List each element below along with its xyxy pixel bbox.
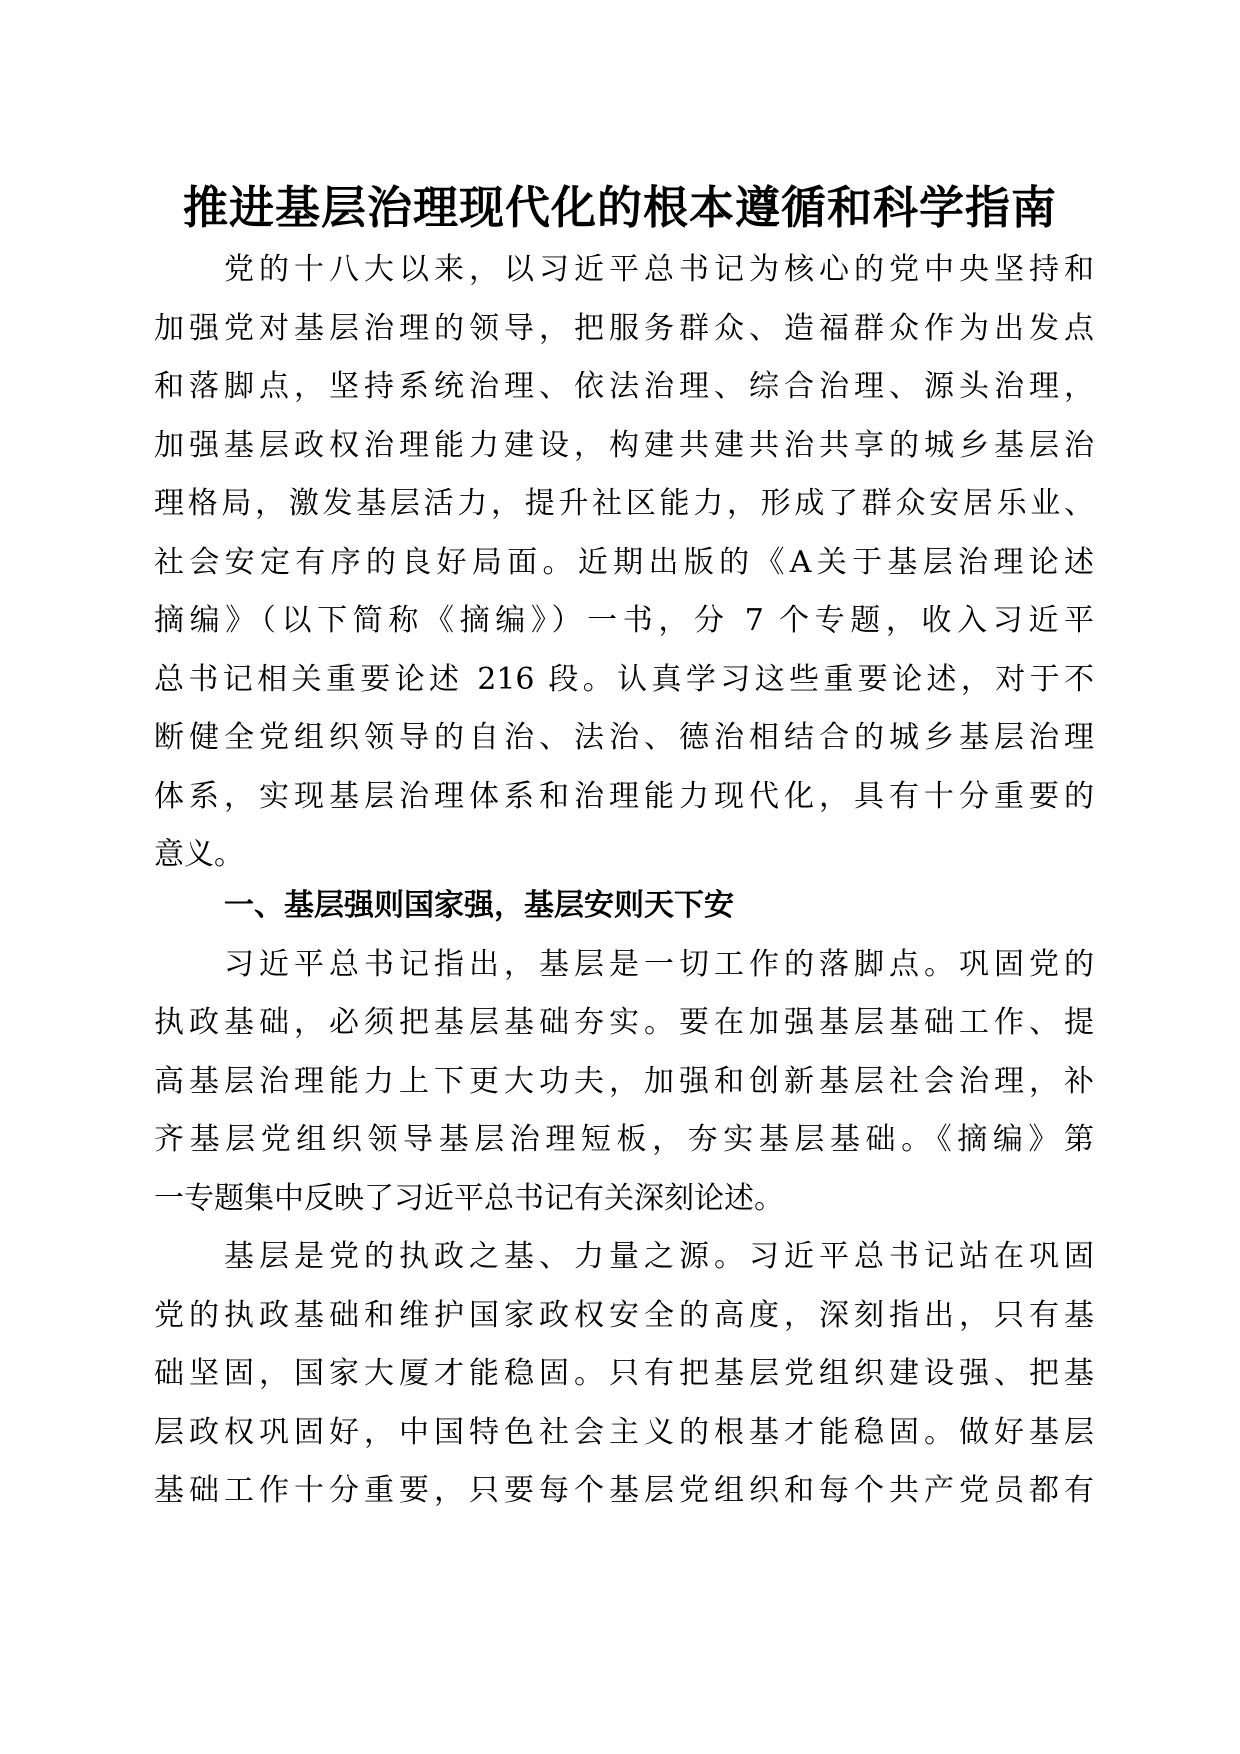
- text-line: 高基层治理能力上下更大功夫，加强和创新基层社会治理，补: [154, 1063, 1094, 1099]
- document-title: 推进基层治理现代化的根本遵循和科学指南: [182, 181, 1057, 234]
- text-line: 齐基层党组织领导基层治理短板，夯实基层基础。《摘编》第: [154, 1122, 1094, 1157]
- text-line: 理格局，激发基层活力，提升社区能力，形成了群众安居乐业、: [154, 486, 1094, 521]
- text-line: 一专题集中反映了习近平总书记有关深刻论述。: [154, 1180, 784, 1216]
- text-line: 总书记相关重要论述 216 段。认真学习这些重要论述，对于不: [154, 661, 1094, 697]
- section-1-paragraph-2: [154, 1228, 1094, 1521]
- text-line: 体系，实现基层治理体系和治理能力现代化，具有十分重要的: [154, 778, 1094, 814]
- text-line: 础坚固，国家大厦才能稳固。只有把基层党组织建设强、把基: [154, 1356, 1094, 1391]
- section-1: [154, 877, 1094, 1521]
- text-line: 基础工作十分重要，只要每个基层党组织和每个共产党员都有: [154, 1473, 1094, 1508]
- text-line: 党的执政基础和维护国家政权安全的高度，深刻指出，只有基: [154, 1297, 1094, 1333]
- text-line: 执政基础，必须把基层基础夯实。要在加强基层基础工作、提: [154, 1005, 1094, 1040]
- text-line: 加强党对基层治理的领导，把服务群众、造福群众作为出发点: [154, 310, 1094, 346]
- text-line: 习近平总书记指出，基层是一切工作的落脚点。巩固党的: [224, 946, 1094, 982]
- text-line: 意义。: [154, 837, 244, 872]
- text-line: 党的十八大以来，以习近平总书记为核心的党中央坚持和: [224, 252, 1094, 287]
- text-line: 层政权巩固好，中国特色社会主义的根基才能稳固。做好基层: [154, 1414, 1094, 1450]
- text-line: 断健全党组织领导的自治、法治、德治相结合的城乡基层治理: [154, 720, 1094, 755]
- text-line: 摘编》（以下简称《摘编》）一书，分 7 个专题，收入习近平: [154, 603, 1094, 638]
- text-line: 加强基层政权治理能力建设，构建共建共治共享的城乡基层治: [154, 427, 1094, 463]
- text-line: 和落脚点，坚持系统治理、依法治理、综合治理、源头治理，: [154, 369, 1094, 404]
- intro-paragraph: [154, 241, 1094, 885]
- section-1-paragraph-1: [154, 936, 1094, 1229]
- section-heading: 一、基层强则国家强，基层安则天下安: [224, 888, 734, 923]
- text-line: 社会安定有序的良好局面。近期出版的《A关于基层治理论述: [154, 544, 1094, 580]
- text-line: 基层是党的执政之基、力量之源。习近平总书记站在巩固: [224, 1239, 1094, 1274]
